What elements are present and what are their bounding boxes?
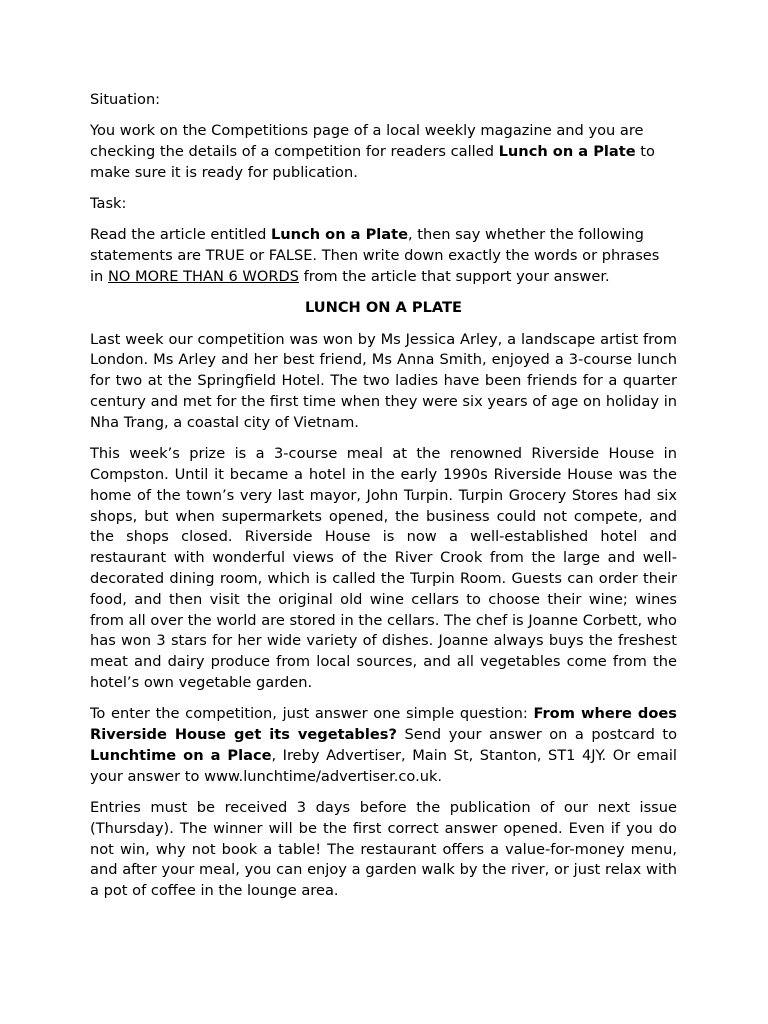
paragraph-3-part-1: To enter the competition, just answer one simple question: — [90, 705, 534, 723]
article-title: LUNCH ON A PLATE — [304, 299, 462, 317]
article-paragraph-3 — [90, 704, 677, 787]
document-page — [90, 90, 677, 912]
task-word-limit: NO MORE THAN 6 WORDS — [107, 268, 299, 286]
paragraph-3-part-3: , Ireby Advertiser, Main St, Stanton, ST1 4JY. Or email your answer to www.lunchtime/advertiser.co.uk. — [90, 746, 677, 785]
task-text-part-3: from the article that support your answer. — [298, 268, 610, 286]
task-article-name: Lunch on a Plate — [270, 226, 409, 244]
task-text-part-2: , then say whether the following statements are TRUE or FALSE. Then write down exactly the words or phrases in — [90, 226, 660, 286]
article-paragraph-1: Last week our competition was won by Ms Jessica Arley, a landscape artist from London. Ms Arley and her best friend, Ms Anna Smith, enjoyed a 3-course lunch for two at the Springfield Hotel. The two ladies have been friends for a quarter century and met for the first time when they were six years of age on holiday in Nha Trang, a coastal city of Vietnam. — [90, 330, 677, 431]
article-paragraph-4: Entries must be received 3 days before the publication of our next issue (Thursday). The winner will be the first correct answer opened. Even if you do not win, why not book a table! The restaurant offers a value-for-money menu, and after your meal, you can enjoy a garden walk by the river, or just relax with a pot of coffee in the lounge area. — [90, 798, 677, 900]
postcard-recipient: Lunchtime on a Place — [90, 746, 272, 764]
task-text — [90, 225, 677, 287]
situation-text-part-2: to make sure it is ready for publication. — [90, 143, 655, 181]
situation-heading: Situation: — [90, 91, 161, 108]
paragraph-3-part-2: Send your answer on a postcard to — [396, 726, 677, 744]
situation-text — [90, 121, 677, 183]
task-heading: Task: — [90, 195, 127, 213]
situation-competition-name: Lunch on a Plate — [498, 143, 636, 161]
task-text-part-1: Read the article entitled — [90, 226, 271, 244]
situation-text-part-1: You work on the Competitions page of a local weekly magazine and you are checking the details of a competition for readers called — [90, 122, 644, 161]
article-paragraph-2: This week’s prize is a 3-course meal at the renowned Riverside House in Compston. Until it became a hotel in the early 1990s Riverside House was the home of the town’s very last mayor, John Turpin. Turpin Grocery Stores had six shops, but when supermarkets opened, the business could not compete, and the shops closed. Riverside House is now a well-established hotel and restaurant with wonderful views of the River Crook from the large and well-decorated dining room, which is called the Turpin Room. Guests can order their food, and then visit the original old wine cellars to choose their wine; wines from all over the world are stored in the cellars. The chef is Joanne Corbett, who has won 3 stars for her wide variety of dishes. Joanne always buys the freshest meat and dairy produce from local sources, and all vegetables come from the hotel’s own vegetable garden. — [90, 445, 677, 691]
competition-question: From where does Riverside House get its vegetables? — [90, 705, 677, 744]
